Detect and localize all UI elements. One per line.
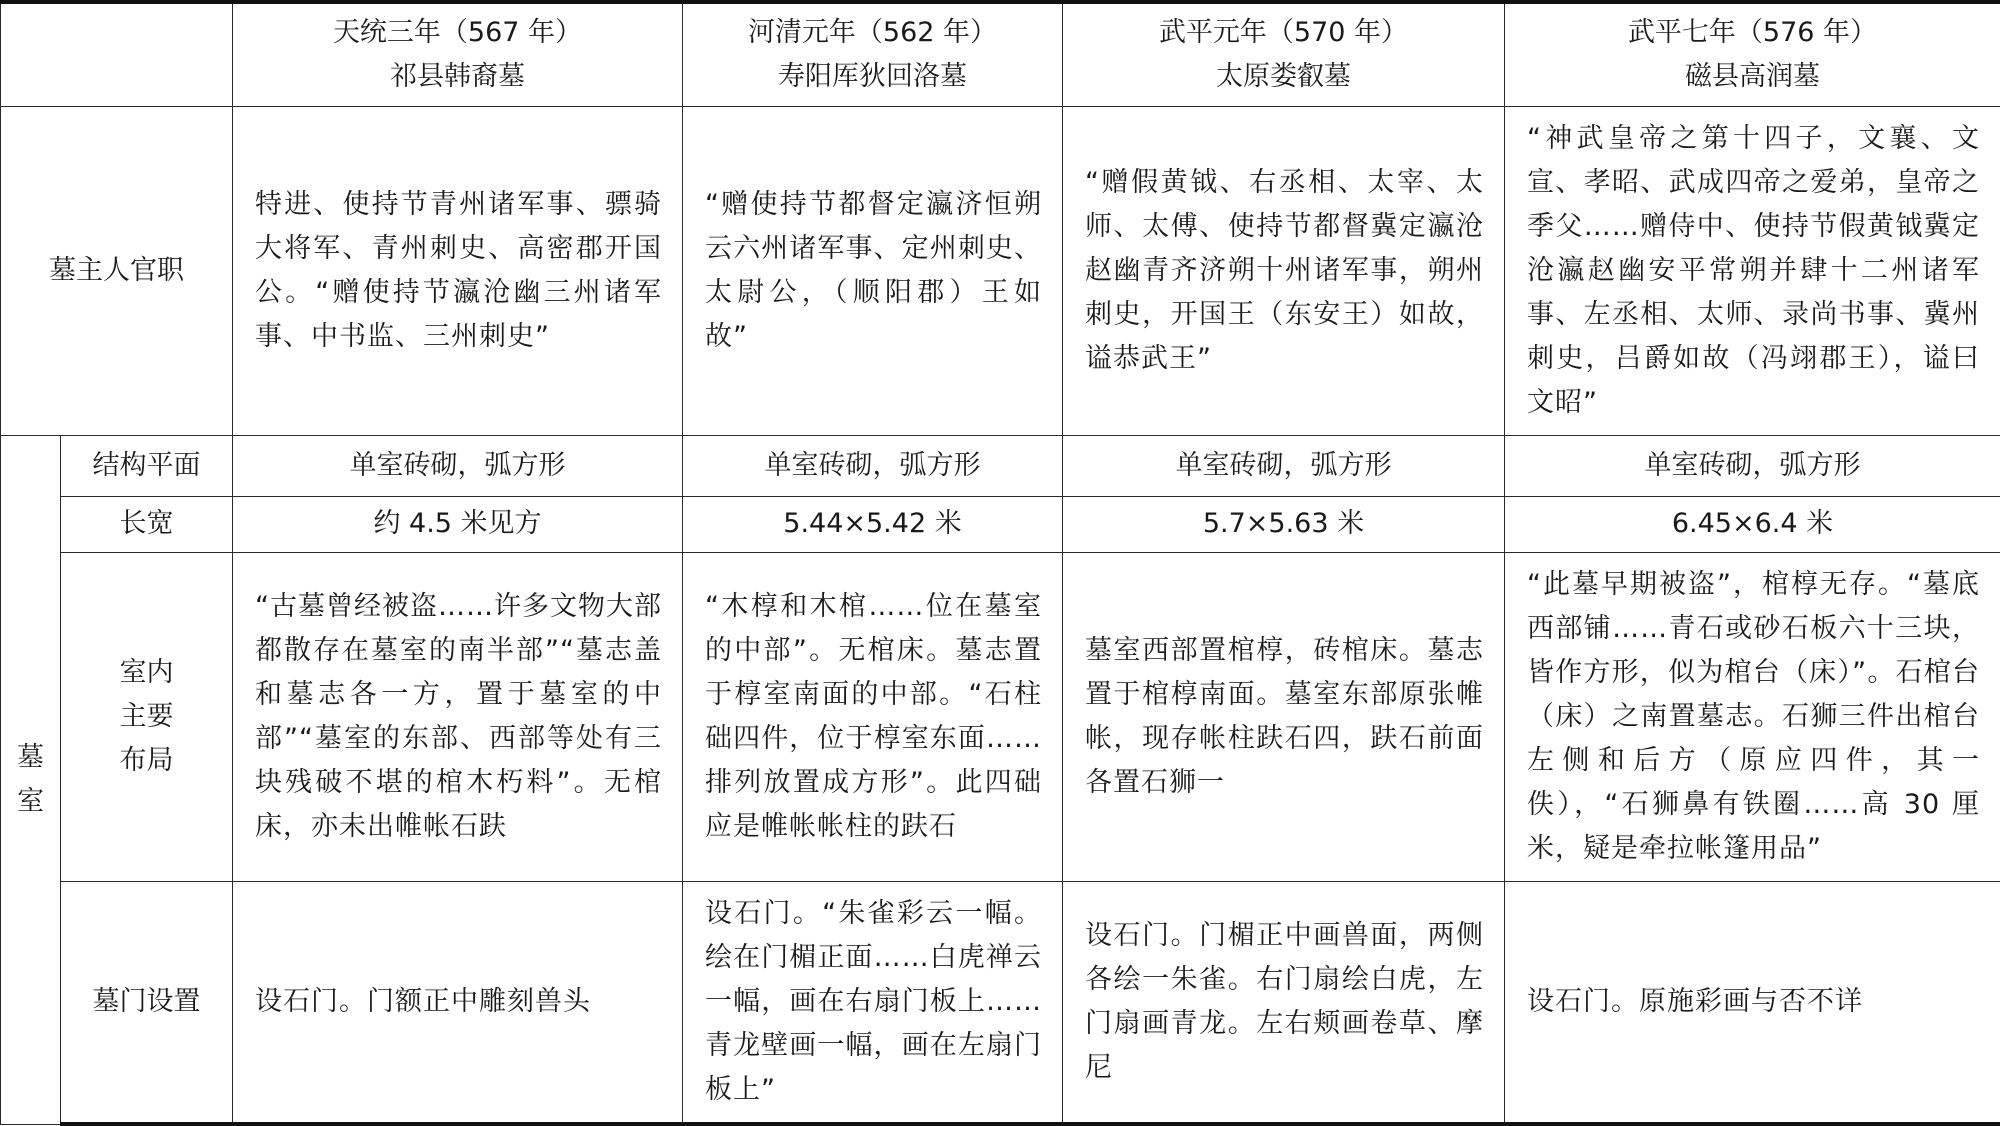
header-tomb: 磁县高润墓 (1505, 55, 2000, 99)
row-label: 墓主人官职 (1, 106, 233, 435)
table-cell: 单室砖砌，弧方形 (1505, 435, 2000, 496)
table-cell: 设石门。原施彩画与否不详 (1505, 881, 2000, 1124)
header-date: 武平元年（570 年） (1063, 11, 1504, 55)
dimensions-row (1, 496, 2000, 552)
row-label-text: 室内 主要 布局 (61, 651, 232, 783)
chamber-group-label (1, 435, 61, 1124)
header-col-4 (1505, 2, 2000, 106)
row-label: 长宽 (61, 496, 233, 552)
header-tomb: 祁县韩裔墓 (233, 55, 682, 99)
table-cell: 6.45×6.4 米 (1505, 496, 2000, 552)
table-cell: 特进、使持节青州诸军事、骠骑大将军、青州刺史、高密郡开国公。“赠使持节瀛沧幽三州诸军事、中书监、三州刺史” (233, 106, 683, 435)
header-col-3 (1063, 2, 1505, 106)
table-cell: 墓室西部置棺椁，砖棺床。墓志置于棺椁南面。墓室东部原张帷帐，现存帐柱趺石四，趺石前面各置石狮一 (1063, 552, 1505, 881)
table-cell: 单室砖砌，弧方形 (683, 435, 1063, 496)
header-date: 武平七年（576 年） (1505, 11, 2000, 55)
header-date: 河清元年（562 年） (683, 11, 1062, 55)
header-col-2 (683, 2, 1063, 106)
table-cell: “古墓曾经被盗……许多文物大部都散存在墓室的南半部”“墓志盖和墓志各一方，置于墓室的中部”“墓室的东部、西部等处有三块残破不堪的棺木朽料”。无棺床，亦未出帷帐石趺 (233, 552, 683, 881)
tomb-door-row (1, 881, 2000, 1124)
table-cell: “木椁和木棺……位在墓室的中部”。无棺床。墓志置于椁室南面的中部。“石柱础四件，位于椁室东面……排列放置成方形”。此四础应是帷帐帐柱的趺石 (683, 552, 1063, 881)
table-cell: 设石门。门楣正中画兽面，两侧各绘一朱雀。右门扇绘白虎，左门扇画青龙。左右颊画卷草、摩尼 (1063, 881, 1505, 1124)
row-label (61, 552, 233, 881)
table-cell: “赠使持节都督定瀛济恒朔云六州诸军事、定州刺史、太尉公，（顺阳郡）王如故” (683, 106, 1063, 435)
row-label: 结构平面 (61, 435, 233, 496)
table-cell: 单室砖砌，弧方形 (233, 435, 683, 496)
table-cell: “神武皇帝之第十四子，文襄、文宣、孝昭、武成四帝之爱弟，皇帝之季父……赠侍中、使持节假黄钺冀定沧瀛赵幽安平常朔并肆十二州诸军事、左丞相、太师、录尚书事、冀州刺史，吕爵如故（冯翊郡王），谥曰文昭” (1505, 106, 2000, 435)
table-cell: 约 4.5 米见方 (233, 496, 683, 552)
header-tomb: 寿阳厍狄回洛墓 (683, 55, 1062, 99)
table-cell: 单室砖砌，弧方形 (1063, 435, 1505, 496)
header-row (1, 2, 2000, 106)
vertical-label: 墓 室 (1, 736, 60, 824)
table-cell: “此墓早期被盗”，棺椁无存。“墓底西部铺……青石或砂石板六十三块，皆作方形，似为棺台（床）”。石棺台（床）之南置墓志。石狮三件出棺台左侧和后方（原应四件，其一佚），“石狮鼻有铁圈……高 30 厘米，疑是牵拉帐篷用品” (1505, 552, 2000, 881)
table-cell: 设石门。门额正中雕刻兽头 (233, 881, 683, 1124)
structure-row (1, 435, 2000, 496)
header-col-1 (233, 2, 683, 106)
header-tomb: 太原娄叡墓 (1063, 55, 1504, 99)
header-blank-cell (1, 2, 233, 106)
layout-row (1, 552, 2000, 881)
row-label: 墓门设置 (61, 881, 233, 1124)
header-date: 天统三年（567 年） (233, 11, 682, 55)
table-cell: “赠假黄钺、右丞相、太宰、太师、太傅、使持节都督冀定瀛沧赵幽青齐济朔十州诸军事，朔州刺史，开国王（东安王）如故，谥恭武王” (1063, 106, 1505, 435)
table-cell: 5.7×5.63 米 (1063, 496, 1505, 552)
table-cell: 5.44×5.42 米 (683, 496, 1063, 552)
table-cell: 设石门。“朱雀彩云一幅。绘在门楣正面……白虎禅云一幅，画在右扇门板上……青龙壁画一幅，画在左扇门板上” (683, 881, 1063, 1124)
official-title-row (1, 106, 2000, 435)
